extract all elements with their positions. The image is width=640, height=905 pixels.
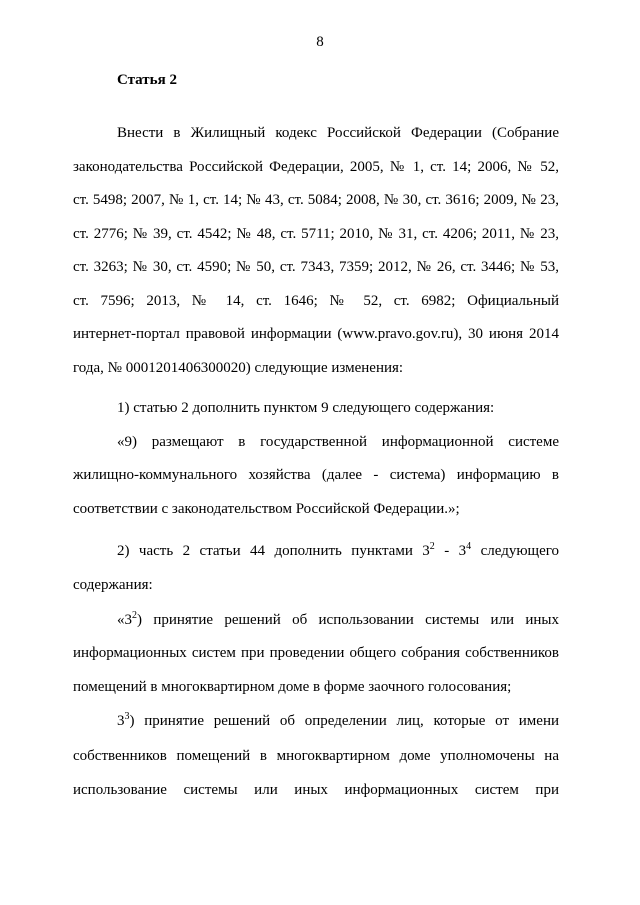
text-line: Внести в Жилищный кодекс Российской Федерации (Собрание xyxy=(117,125,559,141)
text-line: ст. 5498; 2007, № 1, ст. 14; № 43, ст. 5084; 2008, № 30, ст. 3616; 2009, № 23, xyxy=(73,192,559,208)
text-fragment: принятие решений об определении лиц, которые от имени xyxy=(144,713,560,729)
text-line xyxy=(117,610,559,630)
text-line: информационных систем при проведении общего собрания собственников xyxy=(73,645,559,661)
text-line: интернет-портал правовой информации (www.pravo.gov.ru), 30 июня 2014 xyxy=(73,326,559,342)
text-line: собственников помещений в многоквартирном доме уполномочены на xyxy=(73,748,559,764)
text-line: помещений в многоквартирном доме в форме заочного голосования; xyxy=(73,679,512,695)
text-fragment: следующего xyxy=(480,543,560,559)
text-line: содержания: xyxy=(73,577,153,593)
point-range: $3^2 - 3^4$ xyxy=(422,541,472,559)
text-line: 1) статью 2 дополнить пунктом 9 следующего содержания: xyxy=(117,400,495,416)
text-line: ст. 2776; № 39, ст. 4542; № 48, ст. 5711; 2010, № 31, ст. 4206; 2011, № 23, xyxy=(73,226,559,242)
point-number: «$3^2$) xyxy=(117,610,142,628)
text-line: ст. 3263; № 30, ст. 4590; № 50, ст. 7343, 7359; 2012, № 26, ст. 3446; № 53, xyxy=(73,259,559,275)
text-line: соответствии с законодательством Российской Федерации.»; xyxy=(73,501,460,517)
text-line: «9) размещают в государственной информационной системе xyxy=(117,434,559,450)
point-number: $3^3$) xyxy=(117,711,135,729)
article-heading: Статья 2 xyxy=(117,72,177,88)
text-line: года, № 0001201406300020) следующие изменения: xyxy=(73,360,404,376)
text-line xyxy=(117,541,559,561)
text-line: ст. 7596; 2013, № 14, ст. 1646; № 52, ст. 6982; Официальный xyxy=(73,293,559,309)
page-number: 8 xyxy=(316,34,324,50)
text-fragment: принятие решений об использовании системы или иных xyxy=(153,612,560,628)
text-line: использование системы или иных информационных систем при xyxy=(73,782,559,798)
text-line xyxy=(117,711,559,731)
text-fragment: 2) часть 2 статьи 44 дополнить пунктами xyxy=(117,543,413,559)
text-line: законодательства Российской Федерации, 2005, № 1, ст. 14; 2006, № 52, xyxy=(73,159,559,175)
text-line: жилищно-коммунального хозяйства (далее - система) информацию в xyxy=(73,467,559,483)
